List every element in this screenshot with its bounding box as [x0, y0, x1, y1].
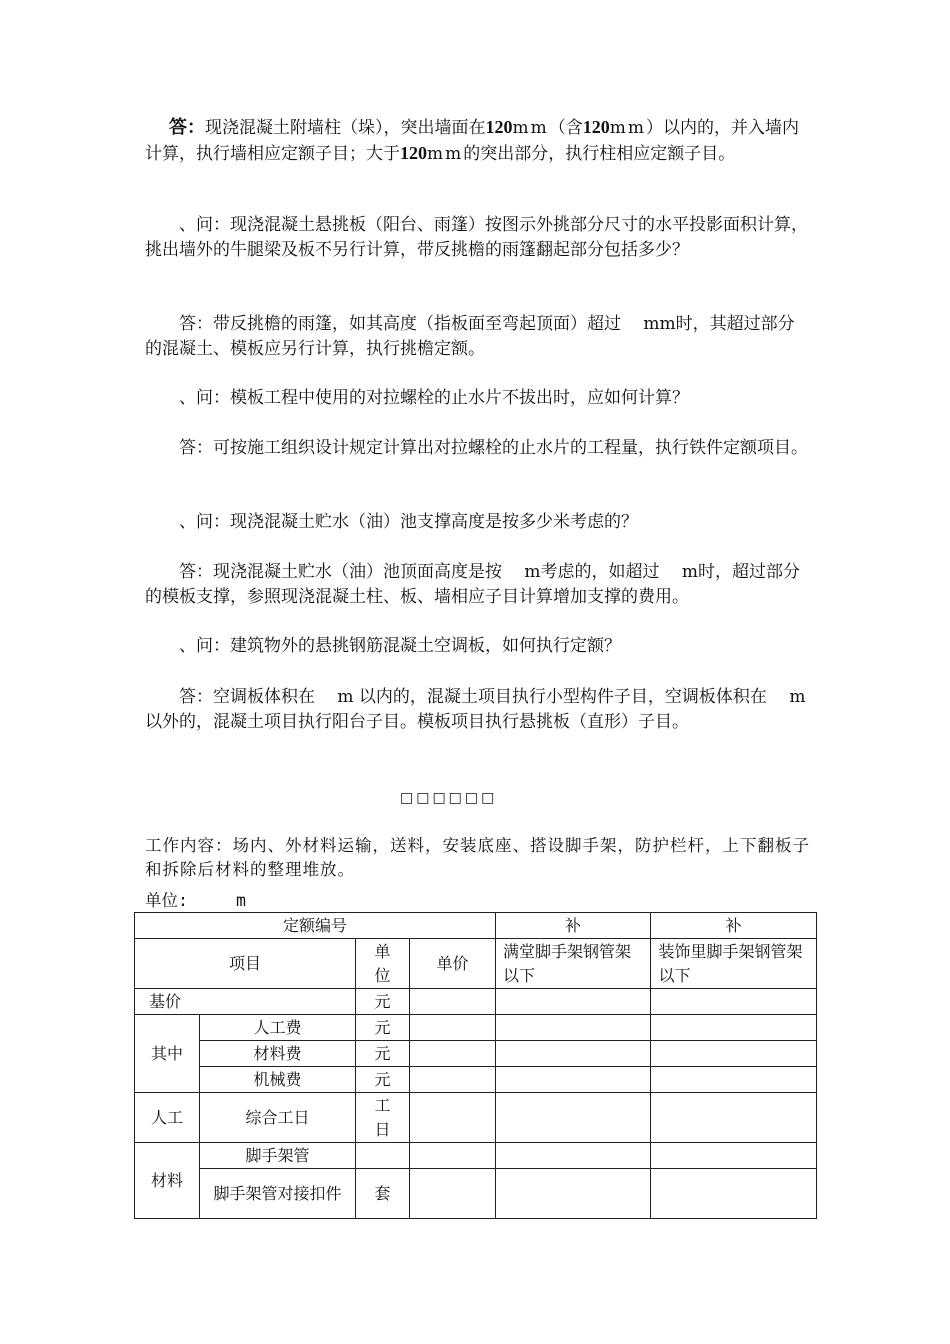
value-cell — [651, 1169, 817, 1219]
pipe-label: 脚手架管 — [200, 1143, 356, 1169]
unit-cell: 元 — [356, 989, 410, 1015]
labor-fee-label: 人工费 — [200, 1015, 356, 1041]
item-header: 项目 — [135, 939, 356, 989]
price-cell — [410, 989, 496, 1015]
answer-1-unit-2: mm — [609, 118, 646, 138]
value-cell — [496, 989, 651, 1015]
unit-cell: 元 — [356, 1015, 410, 1041]
answer-1-number-1: 120 — [485, 117, 513, 137]
value-cell — [496, 1093, 651, 1143]
unit-line — [145, 887, 246, 911]
answer-1-unit-1: mm — [512, 118, 549, 138]
table-row — [135, 989, 817, 1015]
price-cell — [410, 1169, 496, 1219]
table-row — [135, 1143, 817, 1169]
answer-label: 答 — [169, 117, 187, 137]
work-content: 工作内容：场内、外材料运输，送料，安装底座、搭设脚手架，防护栏杆，上下翻板子和拆除后材料的整理堆放。 — [145, 836, 810, 879]
value-cell — [651, 989, 817, 1015]
table-row — [135, 1015, 817, 1041]
answer-5: 答：空调板体积在 m 以内的，混凝土项目执行小型构件子目，空调板体积在 m 以外的，混凝土项目执行阳台子目。模板项目执行悬挑板（直形）子目。 — [145, 687, 806, 732]
column-a-name-text: 满堂脚手架钢管架 以下 — [503, 941, 664, 985]
coupler-label — [200, 1169, 356, 1219]
value-cell — [496, 1067, 651, 1093]
materials-label: 材料 — [135, 1143, 200, 1219]
price-cell — [410, 1015, 496, 1041]
price-cell — [410, 1067, 496, 1093]
question-2: 、问：现浇混凝土悬挑板（阳台、雨篷）按图示外挑部分尺寸的水平投影面积计算，挑出墙外的牛腿梁及板不另行计算，带反挑檐的雨篷翻起部分包括多少？ — [145, 215, 808, 260]
unit-label: 单位: — [145, 891, 188, 910]
answer-1-number-3: 120 — [400, 143, 427, 163]
value-cell — [651, 1067, 817, 1093]
question-3: 、问：模板工程中使用的对拉螺栓的止水片不拔出时，应如何计算？ — [179, 388, 689, 408]
question-5: 、问：建筑物外的悬挑钢筋混凝土空调板，如何执行定额？ — [179, 636, 621, 656]
answer-4: 答：现浇混凝土贮水（油）池顶面高度是按 m考虑的，如超过 m时，超过部分的模板支撑，参照现浇混凝土柱、板、墙相应子目计算增加支撑的费用。 — [145, 562, 801, 607]
question-4: 、问：现浇混凝土贮水（油）池支撑高度是按多少米考虑的？ — [179, 512, 638, 532]
answer-1-text-4: 的突出部分，执行柱相应定额子目。 — [463, 144, 736, 164]
material-fee-label: 材料费 — [200, 1041, 356, 1067]
column-b-name-text: 装饰里脚手架钢管架 以下 — [658, 941, 835, 985]
machine-fee-label: 机械费 — [200, 1067, 356, 1093]
answer-1-text-1: 现浇混凝土附墙柱（垛），突出墙面在 — [205, 118, 486, 138]
price-cell — [410, 1143, 496, 1169]
table-row — [135, 1041, 817, 1067]
column-b-name — [651, 939, 835, 989]
unit-cell — [356, 1093, 410, 1143]
column-b-code: 补 — [651, 913, 817, 939]
quota-table — [134, 912, 835, 1219]
unit-cell: 元 — [356, 1067, 410, 1093]
price-cell — [410, 1093, 496, 1143]
price-cell — [410, 1041, 496, 1067]
answer-3: 答：可按施工组织设计规定计算出对拉螺栓的止水片的工程量，执行铁件定额项目。 — [179, 438, 808, 458]
section-heading: □□□□□□ — [400, 790, 498, 806]
column-a-name — [496, 939, 664, 989]
table-row — [135, 1169, 817, 1219]
table-row — [135, 913, 817, 939]
answer-1-text-3: ）以内的，并入墙内计算，执行墙相应定额子目；大于 — [145, 118, 799, 164]
answer-2: 答：带反挑檐的雨篷，如其高度（指板面至弯起顶面）超过 mm时，其超过部分的混凝土、模板应另行计算，执行挑檐定额。 — [145, 314, 795, 359]
price-header: 单价 — [410, 939, 496, 989]
value-cell — [496, 1015, 651, 1041]
answer-1-unit-3: mm — [427, 144, 464, 164]
unit-header — [356, 939, 410, 989]
column-a-code: 补 — [496, 913, 651, 939]
answer-1-number-2: 120 — [582, 117, 610, 137]
labor-label: 人工 — [135, 1093, 200, 1143]
unit-value: m — [235, 891, 246, 910]
value-cell — [496, 1143, 651, 1169]
unit-cell — [356, 1143, 410, 1169]
value-cell — [651, 1015, 817, 1041]
table-row — [135, 939, 817, 989]
workday-label: 综合工日 — [200, 1093, 356, 1143]
workday-unit-text: 工日 — [374, 1095, 391, 1139]
value-cell — [651, 1143, 817, 1169]
answer-1-text-2: （含 — [548, 118, 583, 138]
coupler-label-text: 脚手架管对接扣件 — [213, 1183, 342, 1203]
unit-cell: 套 — [356, 1169, 410, 1219]
value-cell — [496, 1041, 651, 1067]
quota-number-header: 定额编号 — [135, 913, 496, 939]
value-cell — [651, 1041, 817, 1067]
table-row — [135, 1067, 817, 1093]
base-price-label: 基价 — [135, 989, 356, 1015]
value-cell — [496, 1169, 651, 1219]
qizhong-label: 其中 — [135, 1015, 200, 1093]
unit-cell: 元 — [356, 1041, 410, 1067]
value-cell — [651, 1093, 817, 1143]
table-row — [135, 1093, 817, 1143]
answer-1 — [145, 115, 810, 167]
answer-colon: ： — [187, 117, 205, 137]
unit-header-text: 单位 — [374, 941, 391, 985]
